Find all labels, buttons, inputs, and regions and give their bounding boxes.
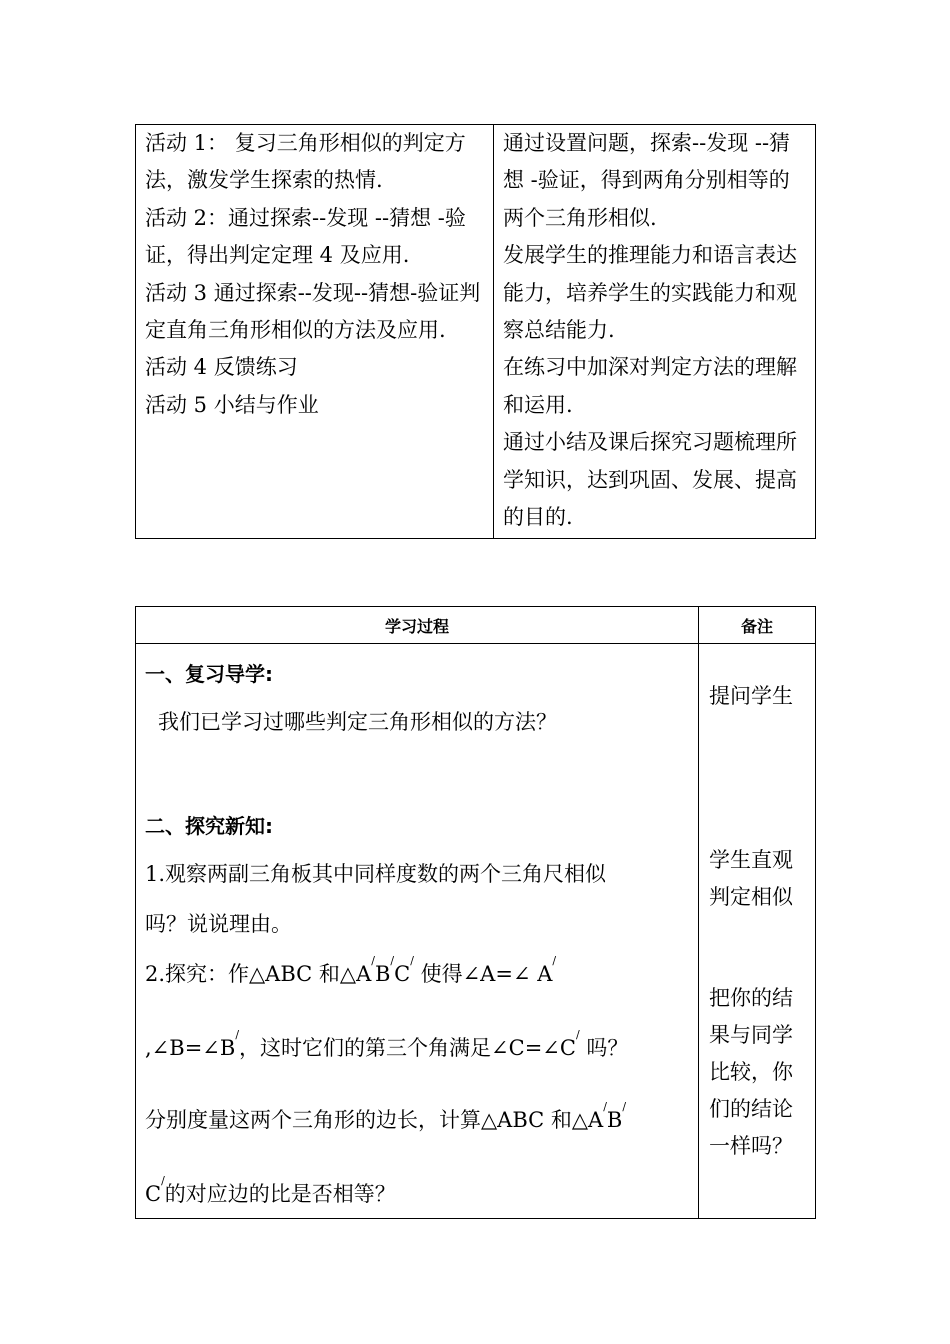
activity-4: 活动 4 反馈练习 — [145, 355, 298, 380]
note-compare-line3: 比较，你 — [709, 1060, 793, 1084]
section1-question: 我们已学习过哪些判定三角形相似的方法？ — [158, 710, 557, 734]
header-notes: 备注 — [699, 607, 816, 644]
note-intuitive-line2: 判定相似 — [709, 885, 793, 909]
item1-line1: 1.观察两副三角板其中同样度数的两个三角尺相似 — [145, 862, 607, 886]
note-compare-line1: 把你的结 — [709, 986, 793, 1010]
header-learning-process: 学习过程 — [136, 607, 699, 644]
item2-line2: ,∠B=∠B/，这时它们的第三个角满足∠C=∠C/ 吗？ — [145, 1028, 629, 1060]
learning-process-table — [135, 606, 816, 1219]
activity-1: 活动 1： 复习三角形相似的判定方法，激发学生探索的热情. — [145, 131, 466, 193]
intention-3: 在练习中加深对判定方法的理解和运用. — [503, 355, 797, 417]
activities-table — [135, 124, 816, 539]
note-compare-line4: 们的结论 — [709, 1097, 793, 1121]
section2-title: 二、探究新知: — [145, 814, 273, 838]
item2-line3: 分别度量这两个三角形的边长，计算△ABC 和△A/B/ — [145, 1100, 627, 1132]
intention-1: 通过设置问题，探索--发现 --猜想 -验证，得到两角分别相等的两个三角形相似. — [503, 131, 791, 230]
notes-cell — [699, 644, 816, 1219]
intentions-cell — [494, 125, 816, 539]
activity-5: 活动 5 小结与作业 — [145, 392, 319, 417]
section1-title: 一、复习导学: — [145, 662, 273, 686]
note-intuitive-line1: 学生直观 — [709, 848, 793, 872]
activity-3: 活动 3 通过探索--发现--猜想-验证判定直角三角形相似的方法及应用. — [145, 280, 481, 343]
item2-line1: 2.探究：作△ABC 和△A/B/C/ 使得∠A=∠ A/ — [145, 954, 557, 986]
note-compare-line2: 果与同学 — [709, 1023, 793, 1047]
activities-cell — [136, 125, 494, 539]
intention-2: 发展学生的推理能力和语言表达能力，培养学生的实践能力和观察总结能力. — [503, 243, 797, 343]
process-cell — [136, 644, 699, 1219]
item2-line4: C/的对应边的比是否相等？ — [145, 1174, 396, 1206]
item1-line2: 吗？说说理由。 — [145, 912, 292, 936]
note-compare-line5: 一样吗？ — [709, 1134, 793, 1158]
note-ask-students: 提问学生 — [709, 684, 793, 708]
activity-2: 活动 2：通过探索--发现 --猜想 -验证，得出判定定理 4 及应用. — [145, 205, 466, 268]
intention-4: 通过小结及课后探究习题梳理所学知识，达到巩固、发展、提高的目的. — [503, 430, 797, 530]
